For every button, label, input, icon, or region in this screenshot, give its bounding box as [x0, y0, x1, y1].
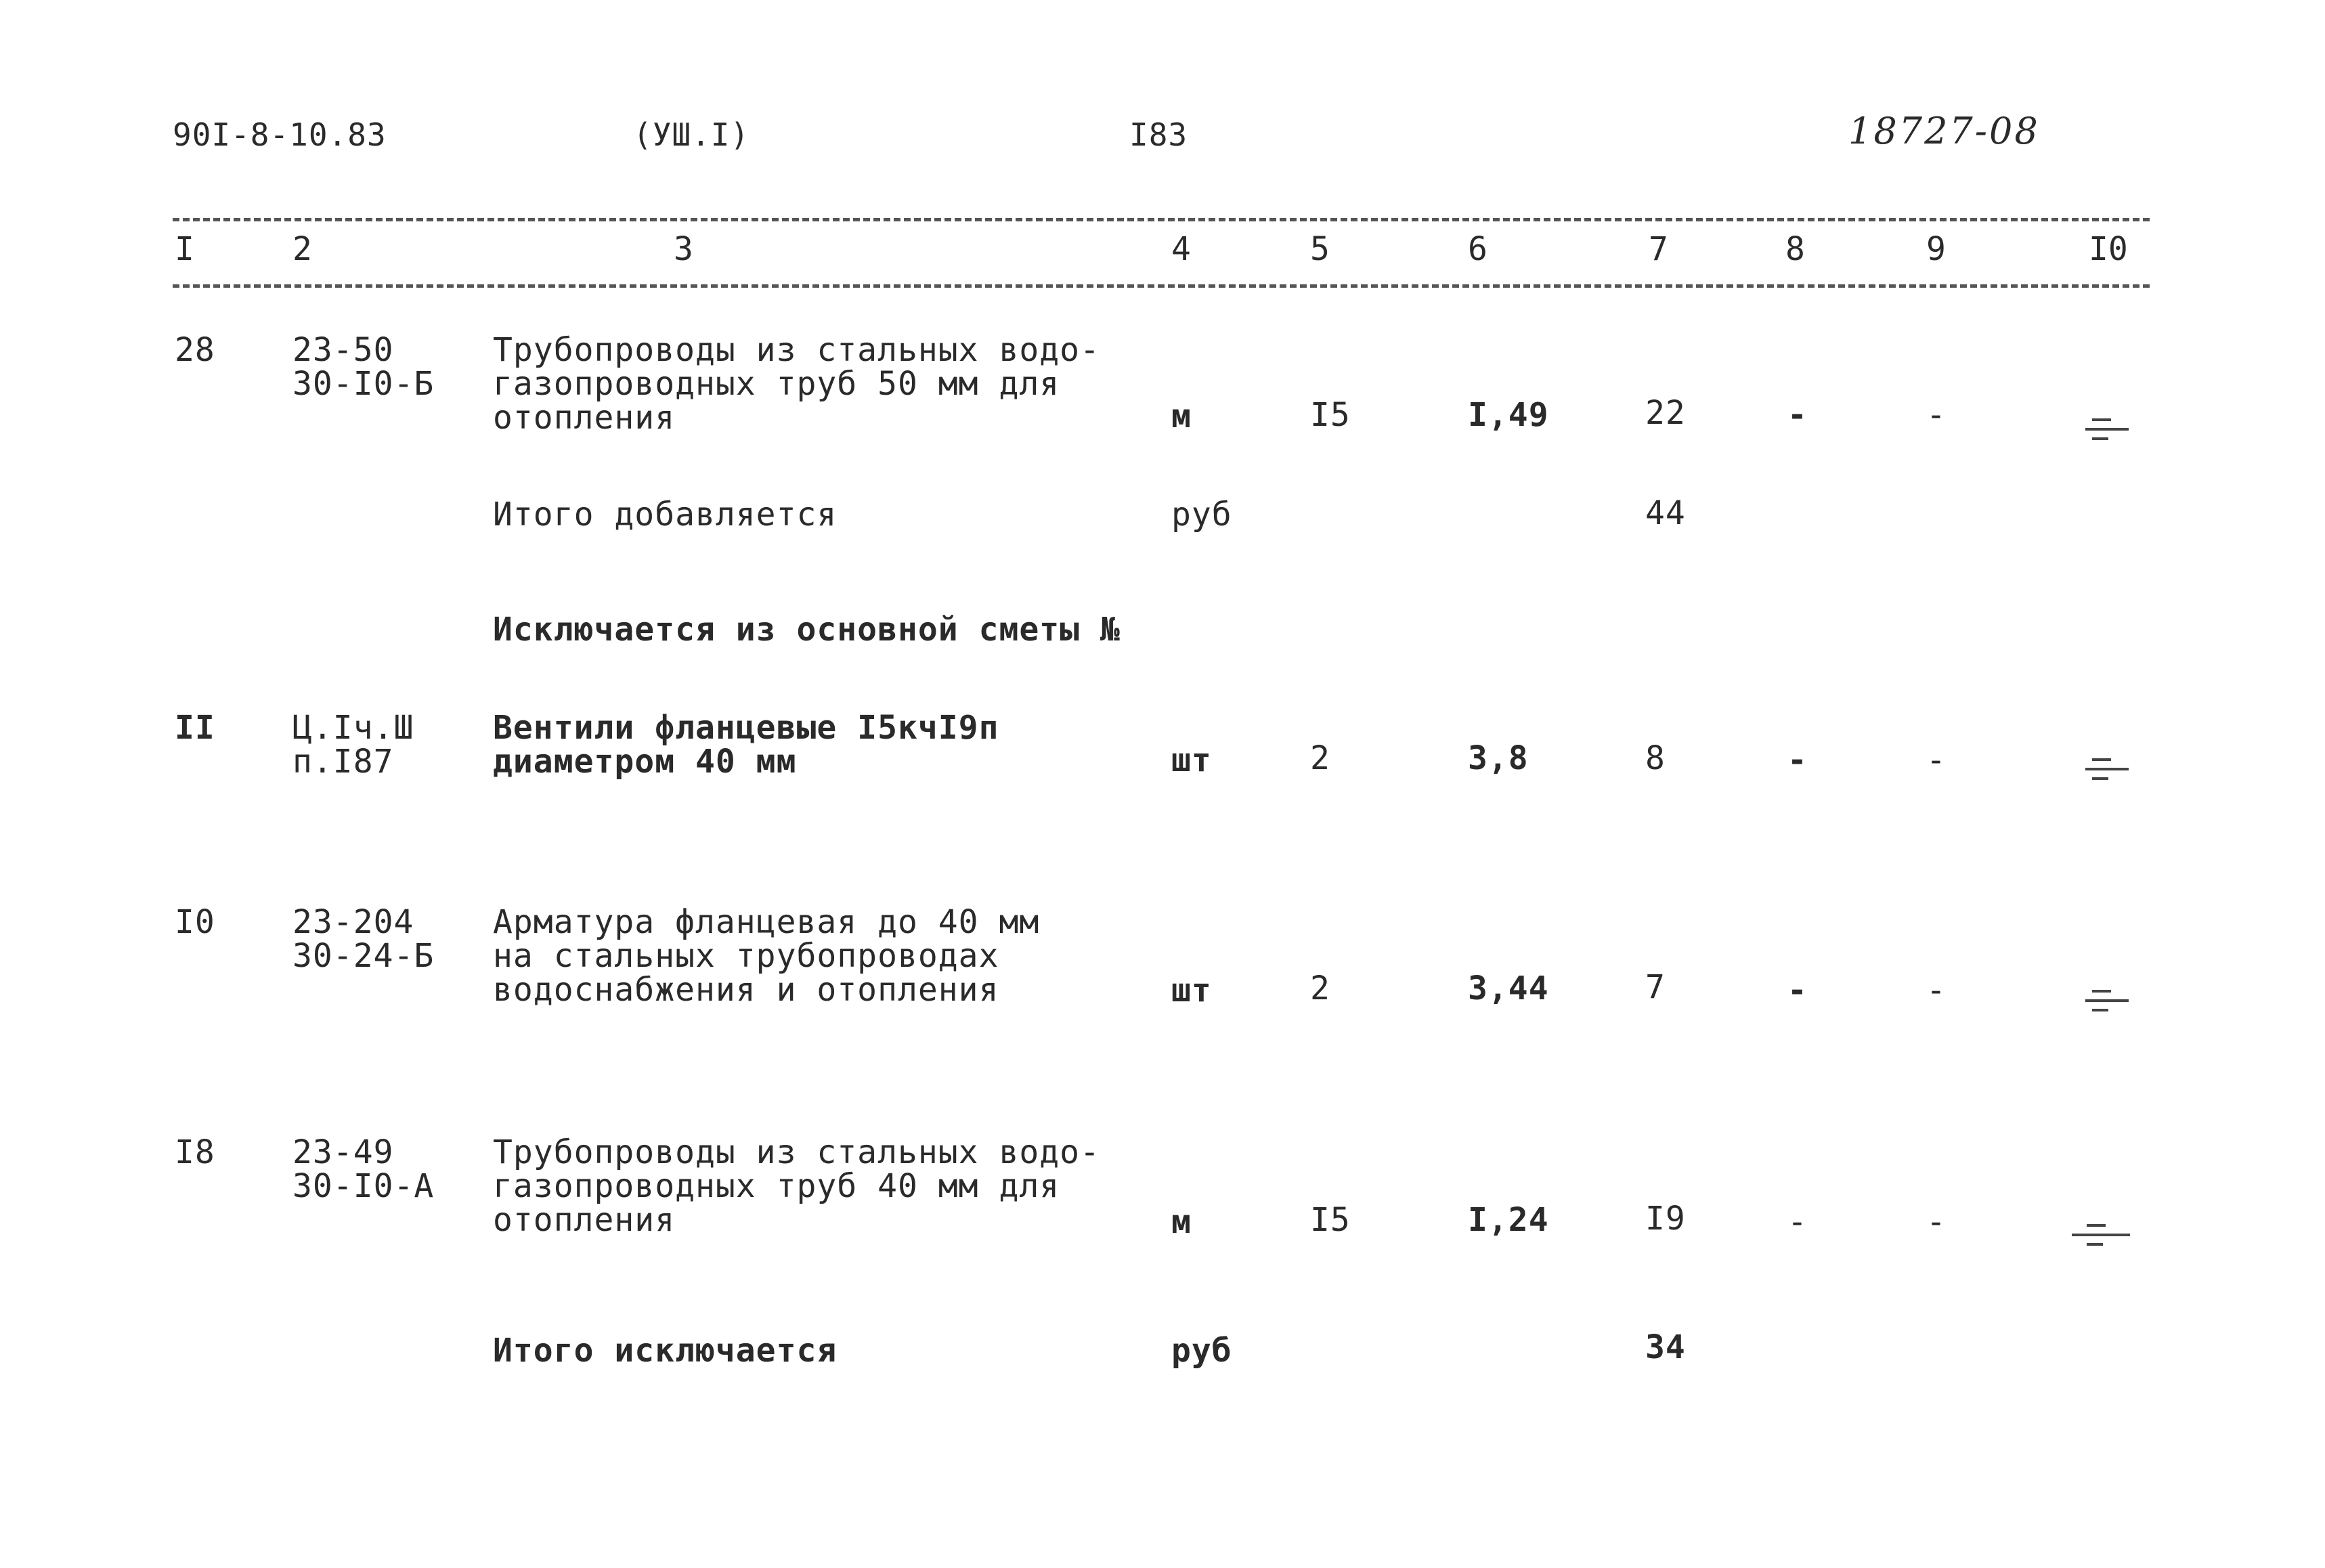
- row-number: I0: [175, 903, 215, 941]
- column-header-3: 3: [674, 230, 693, 268]
- rate-code: 23-49 30-I0-А: [292, 1133, 435, 1205]
- quantity: 2: [1310, 970, 1330, 1007]
- row-number: I8: [175, 1133, 215, 1171]
- column-header-9: 9: [1926, 230, 1946, 268]
- item-name: Трубопроводы из стальных водо- газопроводных труб 40 мм для отопления: [493, 1133, 1100, 1239]
- rate-code: 23-50 30-I0-Б: [292, 331, 435, 403]
- unit: м: [1171, 397, 1192, 435]
- unit: шт: [1171, 741, 1212, 779]
- header-bottom-rule: [173, 284, 2150, 288]
- column-8-value: -: [1787, 396, 1808, 434]
- unit-price: 3,44: [1468, 970, 1549, 1007]
- column-header-2: 2: [292, 230, 312, 268]
- fraction-mark: [2072, 1224, 2133, 1251]
- quantity: I5: [1310, 396, 1351, 434]
- summary-label: Итого добавляется: [493, 496, 838, 533]
- column-9-value: -: [1926, 972, 1947, 1009]
- unit-price: I,24: [1468, 1201, 1549, 1239]
- total: 22: [1645, 394, 1686, 432]
- item-name: Арматура фланцевая до 40 мм на стальных трубопроводах водоснабжения и отопления: [493, 903, 1040, 1009]
- row-number: 28: [175, 331, 215, 369]
- summary-unit: руб: [1171, 1332, 1232, 1370]
- handwritten-number: 18727-08: [1848, 110, 2040, 152]
- column-header-10: I0: [2089, 230, 2128, 268]
- fraction-mark: [2085, 990, 2133, 1017]
- summary-total: 44: [1645, 494, 1686, 532]
- column-9-value: -: [1926, 1203, 1947, 1241]
- section-label: (УШ.I): [633, 116, 750, 153]
- item-name: Трубопроводы из стальных водо- газопроводных труб 50 мм для отопления: [493, 331, 1100, 437]
- column-header-8: 8: [1785, 230, 1805, 268]
- page-number: I83: [1129, 116, 1188, 153]
- column-9-value: -: [1926, 396, 1947, 434]
- exclusion-note: Исключается из основной сметы №: [493, 611, 1121, 649]
- unit-price: 3,8: [1468, 739, 1529, 777]
- summary-label: Итого исключается: [493, 1332, 838, 1370]
- column-header-4: 4: [1171, 230, 1191, 268]
- column-header-6: 6: [1468, 230, 1487, 268]
- summary-unit: руб: [1171, 496, 1232, 533]
- unit: шт: [1171, 972, 1212, 1009]
- document-code: 90I-8-10.83: [173, 116, 387, 153]
- column-8-value: -: [1787, 741, 1808, 779]
- quantity: I5: [1310, 1201, 1351, 1239]
- fraction-mark: [2085, 758, 2133, 785]
- summary-total: 34: [1645, 1328, 1686, 1366]
- column-8-value: -: [1787, 1203, 1808, 1241]
- quantity: 2: [1310, 739, 1330, 777]
- column-header-5: 5: [1310, 230, 1330, 268]
- fraction-mark: [2085, 418, 2133, 445]
- rate-code: 23-204 30-24-Б: [292, 903, 435, 975]
- header-top-rule: [173, 218, 2150, 221]
- item-name: Вентили фланцевые I5кчI9п диаметром 40 мм: [493, 709, 999, 781]
- unit: м: [1171, 1203, 1192, 1241]
- column-header-7: 7: [1649, 230, 1668, 268]
- total: I9: [1645, 1200, 1686, 1238]
- total: 7: [1645, 968, 1666, 1006]
- row-number: II: [175, 709, 215, 747]
- unit-price: I,49: [1468, 396, 1549, 434]
- column-header-1: I: [175, 230, 194, 268]
- column-9-value: -: [1926, 741, 1947, 779]
- rate-code: Ц.Iч.Ш п.I87: [292, 709, 414, 781]
- total: 8: [1645, 739, 1666, 777]
- column-8-value: -: [1787, 972, 1808, 1009]
